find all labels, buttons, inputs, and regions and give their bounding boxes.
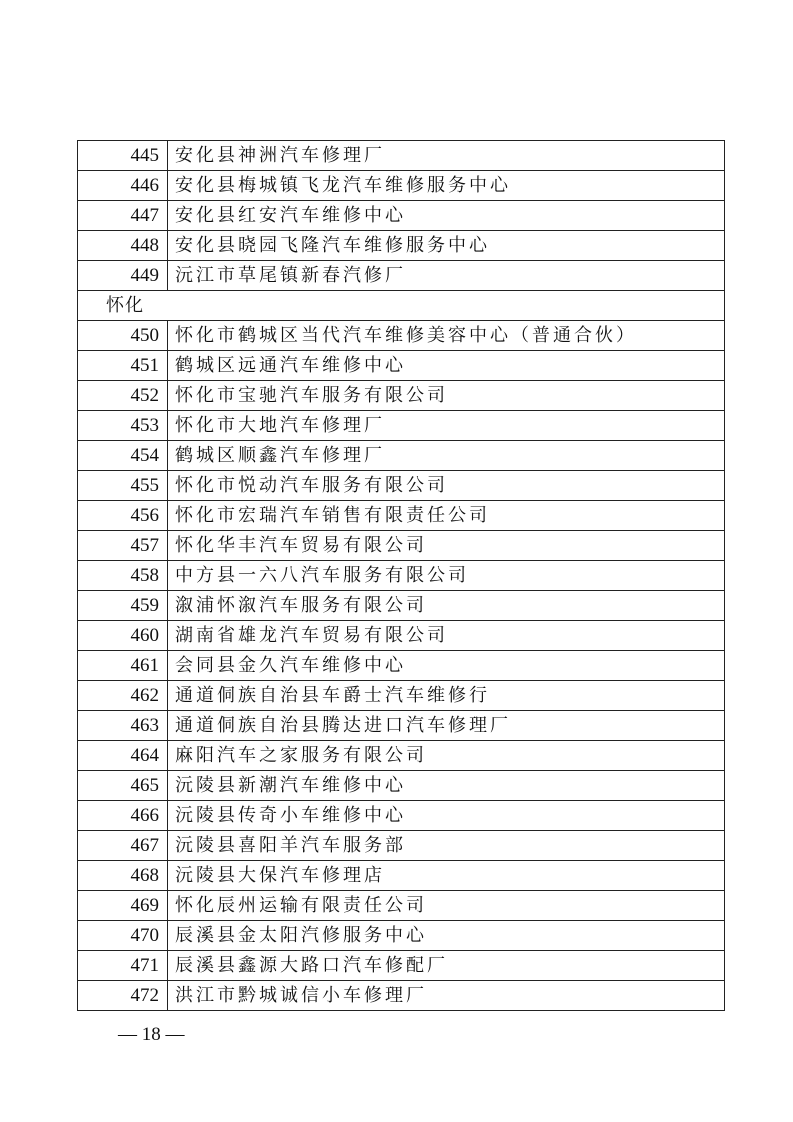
company-name: 怀化市大地汽车修理厂 <box>168 411 725 441</box>
company-name: 沅陵县大保汽车修理店 <box>168 861 725 891</box>
table-row <box>78 801 725 831</box>
company-name: 鹤城区远通汽车维修中心 <box>168 351 725 381</box>
company-name: 辰溪县金太阳汽修服务中心 <box>168 921 725 951</box>
table-row <box>78 561 725 591</box>
page-number: — 18 — <box>118 1024 185 1045</box>
row-number: 468 <box>78 861 168 891</box>
table-row <box>78 441 725 471</box>
company-name: 安化县神洲汽车修理厂 <box>168 141 725 171</box>
row-number: 457 <box>78 531 168 561</box>
row-number: 469 <box>78 891 168 921</box>
table-row <box>78 741 725 771</box>
company-name: 怀化华丰汽车贸易有限公司 <box>168 531 725 561</box>
row-number: 454 <box>78 441 168 471</box>
company-name: 湖南省雄龙汽车贸易有限公司 <box>168 621 725 651</box>
row-number: 445 <box>78 141 168 171</box>
table-row <box>78 951 725 981</box>
company-name: 通道侗族自治县车爵士汽车维修行 <box>168 681 725 711</box>
table-row <box>78 321 725 351</box>
company-name: 鹤城区顺鑫汽车修理厂 <box>168 441 725 471</box>
table-row <box>78 891 725 921</box>
row-number: 458 <box>78 561 168 591</box>
region-name: 怀化 <box>78 291 725 321</box>
row-number: 460 <box>78 621 168 651</box>
region-header-row <box>78 291 725 321</box>
table-row <box>78 681 725 711</box>
row-number: 466 <box>78 801 168 831</box>
company-name: 中方县一六八汽车服务有限公司 <box>168 561 725 591</box>
row-number: 459 <box>78 591 168 621</box>
company-name: 安化县晓园飞隆汽车维修服务中心 <box>168 231 725 261</box>
table-row <box>78 711 725 741</box>
company-name: 通道侗族自治县腾达进口汽车修理厂 <box>168 711 725 741</box>
row-number: 450 <box>78 321 168 351</box>
company-name: 洪江市黔城诚信小车修理厂 <box>168 981 725 1011</box>
row-number: 447 <box>78 201 168 231</box>
row-number: 455 <box>78 471 168 501</box>
table-row <box>78 831 725 861</box>
table-row <box>78 981 725 1011</box>
row-number: 467 <box>78 831 168 861</box>
row-number: 446 <box>78 171 168 201</box>
row-number: 472 <box>78 981 168 1011</box>
company-name: 沅陵县传奇小车维修中心 <box>168 801 725 831</box>
row-number: 453 <box>78 411 168 441</box>
table-row <box>78 651 725 681</box>
table-row <box>78 861 725 891</box>
row-number: 451 <box>78 351 168 381</box>
company-name: 会同县金久汽车维修中心 <box>168 651 725 681</box>
company-name: 沅江市草尾镇新春汽修厂 <box>168 261 725 291</box>
table-row <box>78 921 725 951</box>
table-row <box>78 501 725 531</box>
company-name: 麻阳汽车之家服务有限公司 <box>168 741 725 771</box>
company-name: 沅陵县新潮汽车维修中心 <box>168 771 725 801</box>
table-row <box>78 471 725 501</box>
row-number: 452 <box>78 381 168 411</box>
company-name: 沅陵县喜阳羊汽车服务部 <box>168 831 725 861</box>
row-number: 465 <box>78 771 168 801</box>
table-row <box>78 201 725 231</box>
row-number: 448 <box>78 231 168 261</box>
table-row <box>78 231 725 261</box>
row-number: 462 <box>78 681 168 711</box>
company-name: 怀化市宏瑞汽车销售有限责任公司 <box>168 501 725 531</box>
row-number: 464 <box>78 741 168 771</box>
table-row <box>78 771 725 801</box>
table-body <box>78 141 725 1011</box>
company-name: 安化县红安汽车维修中心 <box>168 201 725 231</box>
row-number: 456 <box>78 501 168 531</box>
company-name: 怀化市悦动汽车服务有限公司 <box>168 471 725 501</box>
table-row <box>78 381 725 411</box>
table-row <box>78 141 725 171</box>
company-name: 辰溪县鑫源大路口汽车修配厂 <box>168 951 725 981</box>
table-row <box>78 171 725 201</box>
row-number: 449 <box>78 261 168 291</box>
row-number: 470 <box>78 921 168 951</box>
company-name: 怀化市鹤城区当代汽车维修美容中心（普通合伙） <box>168 321 725 351</box>
table-row <box>78 591 725 621</box>
company-name: 溆浦怀溆汽车服务有限公司 <box>168 591 725 621</box>
company-name: 怀化辰州运输有限责任公司 <box>168 891 725 921</box>
table-row <box>78 621 725 651</box>
row-number: 471 <box>78 951 168 981</box>
table-row <box>78 351 725 381</box>
table-row <box>78 261 725 291</box>
repair-shop-table <box>77 140 725 1011</box>
row-number: 463 <box>78 711 168 741</box>
company-name: 怀化市宝驰汽车服务有限公司 <box>168 381 725 411</box>
row-number: 461 <box>78 651 168 681</box>
company-name: 安化县梅城镇飞龙汽车维修服务中心 <box>168 171 725 201</box>
table-row <box>78 411 725 441</box>
table-row <box>78 531 725 561</box>
